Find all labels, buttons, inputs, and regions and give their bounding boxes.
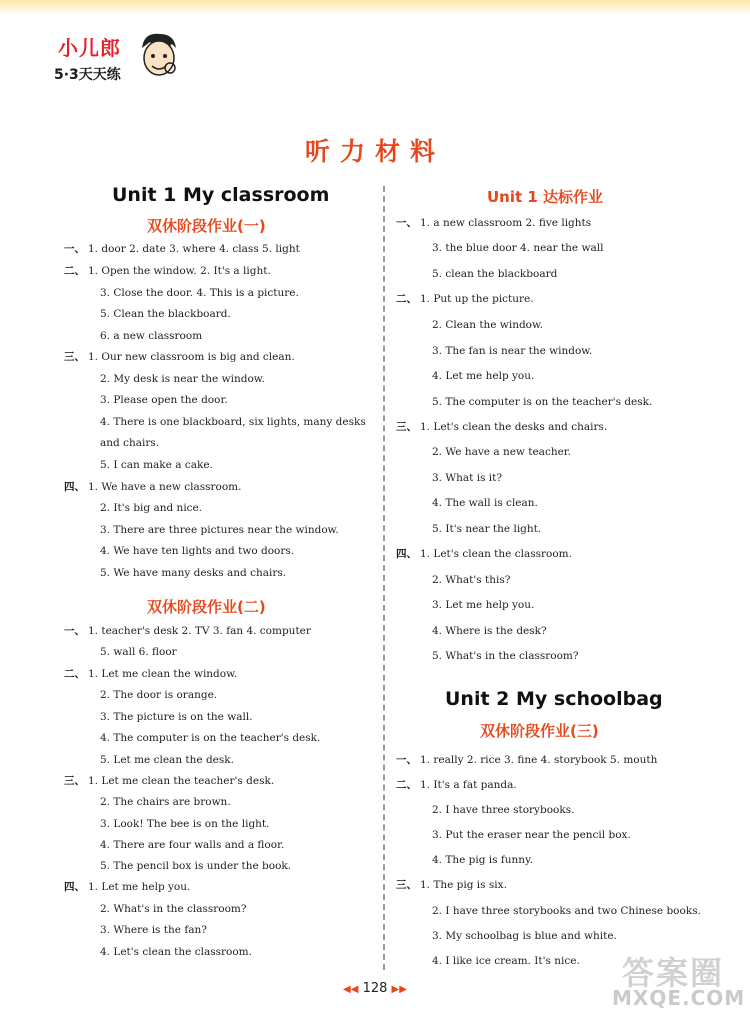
answer-line: 3. Please open the door.: [100, 394, 228, 406]
brand-logo: [52, 30, 182, 90]
question-number: 一、: [64, 625, 85, 637]
logo-subtitle: 5·3天天练: [54, 67, 121, 83]
answer-line: 1. Let's clean the desks and chairs.: [420, 421, 608, 433]
column-divider: [383, 186, 385, 970]
section-title-weekend-3: 双休阶段作业(三): [480, 722, 599, 740]
answer-line: 4. Let's clean the classroom.: [100, 946, 252, 958]
answer-line: 6. a new classroom: [100, 330, 203, 342]
answer-line: 3. Look! The bee is on the light.: [100, 818, 270, 830]
answer-line: 1. We have a new classroom.: [88, 481, 242, 493]
answer-line: 3. The picture is on the wall.: [100, 711, 253, 723]
answer-line: 5. We have many desks and chairs.: [100, 567, 287, 579]
question-number: 二、: [64, 668, 85, 680]
answer-line: 2. The door is orange.: [100, 689, 218, 701]
watermark-url: MXQE.COM: [612, 986, 746, 1010]
answer-line: 1. Put up the picture.: [420, 293, 534, 305]
answer-line: 5. The pencil box is under the book.: [100, 860, 292, 872]
answer-line: 1. It's a fat panda.: [420, 779, 517, 791]
section-title-weekend-1: 双休阶段作业(一): [147, 217, 266, 235]
answer-line: 3. There are three pictures near the window.: [100, 524, 339, 536]
page-heading: 听力材料: [304, 137, 445, 166]
answer-line: 1. a new classroom 2. five lights: [420, 217, 592, 229]
answer-line: 1. teacher's desk 2. TV 3. fan 4. computer: [88, 625, 311, 637]
answer-line: 1. Open the window. 2. It's a light.: [88, 265, 271, 277]
question-number: 三、: [396, 421, 417, 433]
prev-arrow-icon: ◀◀: [343, 984, 359, 995]
answer-line: 1. door 2. date 3. where 4. class 5. light: [88, 243, 300, 255]
question-number: 一、: [396, 754, 417, 766]
watermark: [606, 948, 746, 1014]
answer-line: 4. Let me help you.: [432, 370, 535, 382]
logo-title: 小儿郎: [58, 36, 121, 60]
answer-line: 4. Where is the desk?: [432, 625, 547, 637]
answer-line: 4. I like ice cream. It's nice.: [432, 955, 580, 967]
answer-line: 1. Our new classroom is big and clean.: [88, 351, 295, 363]
answer-line: 5. I can make a cake.: [100, 459, 213, 471]
question-number: 四、: [64, 881, 85, 893]
question-number: 三、: [396, 879, 417, 891]
section-title-weekend-2: 双休阶段作业(二): [147, 598, 266, 616]
answer-line: 3. The fan is near the window.: [432, 345, 593, 357]
answer-line: 1. The pig is six.: [420, 879, 507, 891]
next-arrow-icon: ▶▶: [391, 984, 407, 995]
question-number: 三、: [64, 775, 85, 787]
answer-line: 2. Clean the window.: [432, 319, 544, 331]
answer-line: 2. We have a new teacher.: [432, 446, 572, 458]
answer-line: 1. Let me clean the window.: [88, 668, 238, 680]
section-title-unit1-test: Unit 1 达标作业: [487, 188, 604, 206]
question-number: 四、: [64, 481, 85, 493]
top-strip: [0, 0, 750, 14]
question-number: 二、: [396, 293, 417, 305]
question-number: 四、: [396, 548, 417, 560]
answer-line: 4. We have ten lights and two doors.: [100, 545, 295, 557]
answer-line: 4. The wall is clean.: [432, 497, 538, 509]
page-number: 128: [362, 981, 388, 996]
answer-line: 4. There are four walls and a floor.: [100, 839, 285, 851]
answer-line: 2. I have three storybooks.: [432, 804, 575, 816]
answer-line: 5. The computer is on the teacher's desk.: [432, 396, 653, 408]
unit-2-title: Unit 2 My schoolbag: [445, 688, 663, 710]
answer-line: 3. My schoolbag is blue and white.: [432, 930, 617, 942]
answer-line: 1. Let me help you.: [88, 881, 191, 893]
answer-line: 1. Let's clean the classroom.: [420, 548, 572, 560]
question-number: 一、: [396, 217, 417, 229]
answer-line: 3. the blue door 4. near the wall: [432, 242, 604, 254]
answer-line: 5. clean the blackboard: [432, 268, 558, 280]
answer-line: 5. Clean the blackboard.: [100, 308, 231, 320]
mascot-face-icon: [136, 30, 180, 82]
answer-line: 3. Close the door. 4. This is a picture.: [100, 287, 299, 299]
answer-line: 2. My desk is near the window.: [100, 373, 265, 385]
answer-line: 2. I have three storybooks and two Chinese books.: [432, 905, 701, 917]
watermark-text: 答案圈: [622, 954, 725, 992]
answer-line: 5. It's near the light.: [432, 523, 542, 535]
question-number: 二、: [396, 779, 417, 791]
unit-1-title: Unit 1 My classroom: [112, 184, 330, 206]
question-number: 一、: [64, 243, 85, 255]
answer-line: 2. What's in the classroom?: [100, 903, 247, 915]
question-number: 二、: [64, 265, 85, 277]
answer-line: 4. The computer is on the teacher's desk.: [100, 732, 321, 744]
answer-line: 2. What's this?: [432, 574, 511, 586]
answer-line: 4. There is one blackboard, six lights, many desks: [100, 416, 366, 428]
answer-line: and chairs.: [100, 437, 160, 449]
answer-line: 3. Put the eraser near the pencil box.: [432, 829, 631, 841]
answer-line: 5. What's in the classroom?: [432, 650, 579, 662]
answer-line: 3. Let me help you.: [432, 599, 535, 611]
answer-line: 5. Let me clean the desk.: [100, 754, 234, 766]
answer-line: 4. The pig is funny.: [432, 854, 533, 866]
answer-line: 3. What is it?: [432, 472, 503, 484]
question-number: 三、: [64, 351, 85, 363]
answer-line: 2. The chairs are brown.: [100, 796, 231, 808]
answer-line: 1. really 2. rice 3. fine 4. storybook 5. mouth: [420, 754, 658, 766]
answer-line: 3. Where is the fan?: [100, 924, 207, 936]
answer-line: 5. wall 6. floor: [100, 646, 177, 658]
answer-line: 1. Let me clean the teacher's desk.: [88, 775, 275, 787]
answer-line: 2. It's big and nice.: [100, 502, 203, 514]
